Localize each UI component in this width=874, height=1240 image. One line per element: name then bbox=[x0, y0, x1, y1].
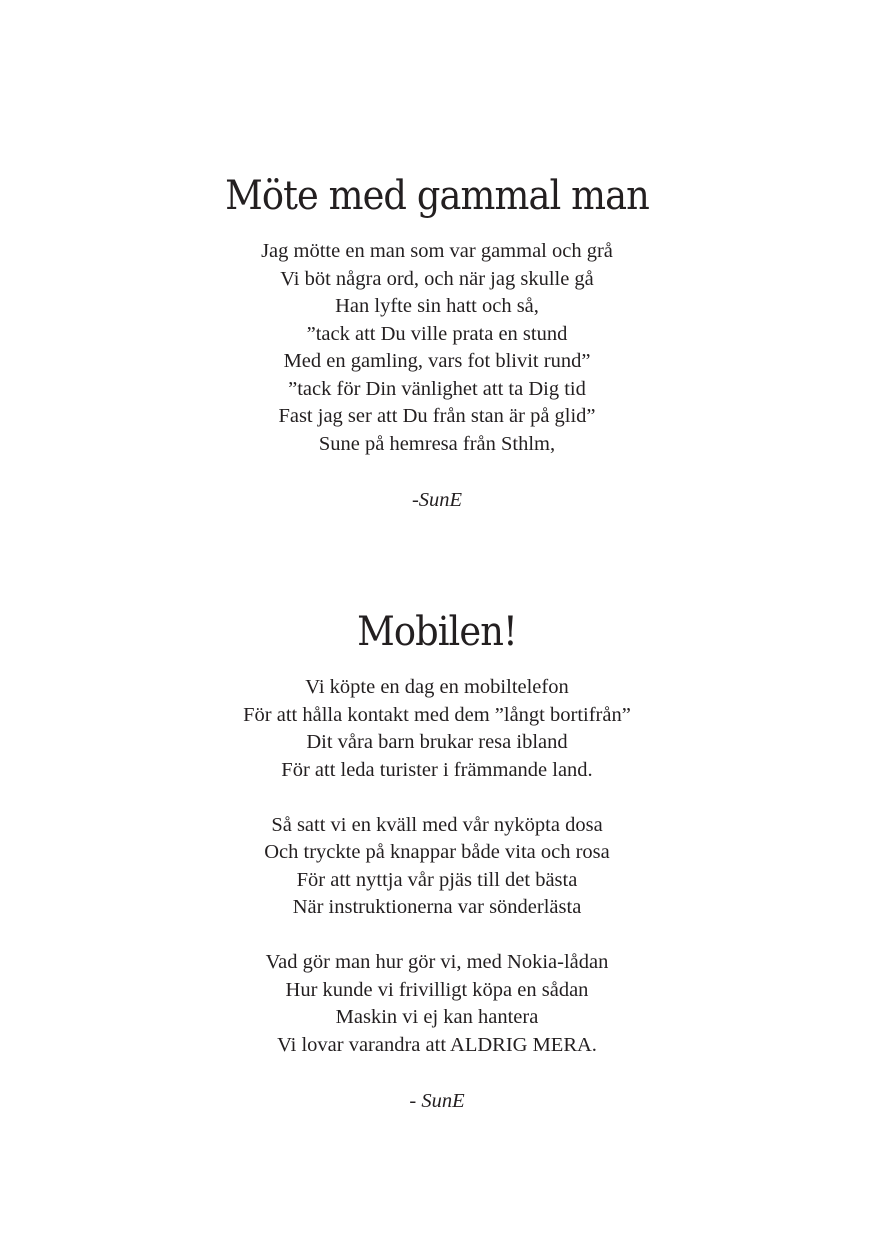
poem-line: Han lyfte sin hatt och så, bbox=[335, 295, 539, 317]
poem-line: För att nyttja vår pjäs till det bästa bbox=[296, 868, 578, 891]
stanza bbox=[0, 949, 874, 1059]
author-signature: - SunE bbox=[409, 1090, 465, 1112]
stanza bbox=[0, 238, 874, 458]
poem-line: Vi köpte en dag en mobiltelefon bbox=[305, 676, 569, 698]
poem-line: När instruktionerna var sönderlästa bbox=[292, 896, 582, 918]
poem-line: För att hålla kontakt med dem ”långt bortifrån” bbox=[243, 703, 631, 726]
poem-title: Mobilen! bbox=[357, 609, 517, 655]
poem-line: Maskin vi ej kan hantera bbox=[335, 1006, 539, 1028]
stanza bbox=[0, 812, 874, 922]
poem-mote-med-gammal-man bbox=[0, 168, 874, 515]
stanza bbox=[0, 674, 874, 784]
poem-line: Dit våra barn brukar resa ibland bbox=[306, 731, 568, 753]
poem-line: ”tack för Din vänlighet att ta Dig tid bbox=[288, 377, 586, 400]
poem-line: Sune på hemresa från Sthlm, bbox=[318, 432, 556, 455]
poem-line: Med en gamling, vars fot blivit rund” bbox=[283, 350, 591, 372]
poem-line: Vi böt några ord, och när jag skulle gå bbox=[280, 267, 594, 290]
poem-line: För att leda turister i främmande land. bbox=[281, 758, 593, 781]
poem-line: Fast jag ser att Du från stan är på glid” bbox=[278, 405, 596, 427]
poem-line: Och tryckte på knappar både vita och rosa bbox=[264, 841, 610, 863]
poem-line: Så satt vi en kväll med vår nyköpta dosa bbox=[271, 813, 603, 836]
poem-line: Hur kunde vi frivilligt köpa en sådan bbox=[285, 978, 589, 1001]
poem-line: ”tack att Du ville prata en stund bbox=[306, 322, 568, 345]
poem-mobilen bbox=[0, 604, 874, 1116]
poem-line: Vi lovar varandra att ALDRIG MERA. bbox=[277, 1033, 597, 1056]
poem-line: Vad gör man hur gör vi, med Nokia-lådan bbox=[265, 951, 609, 973]
author-signature: -SunE bbox=[411, 489, 463, 511]
poem-title: Möte med gammal man bbox=[225, 173, 649, 219]
poem-line: Jag mötte en man som var gammal och grå bbox=[261, 240, 613, 262]
